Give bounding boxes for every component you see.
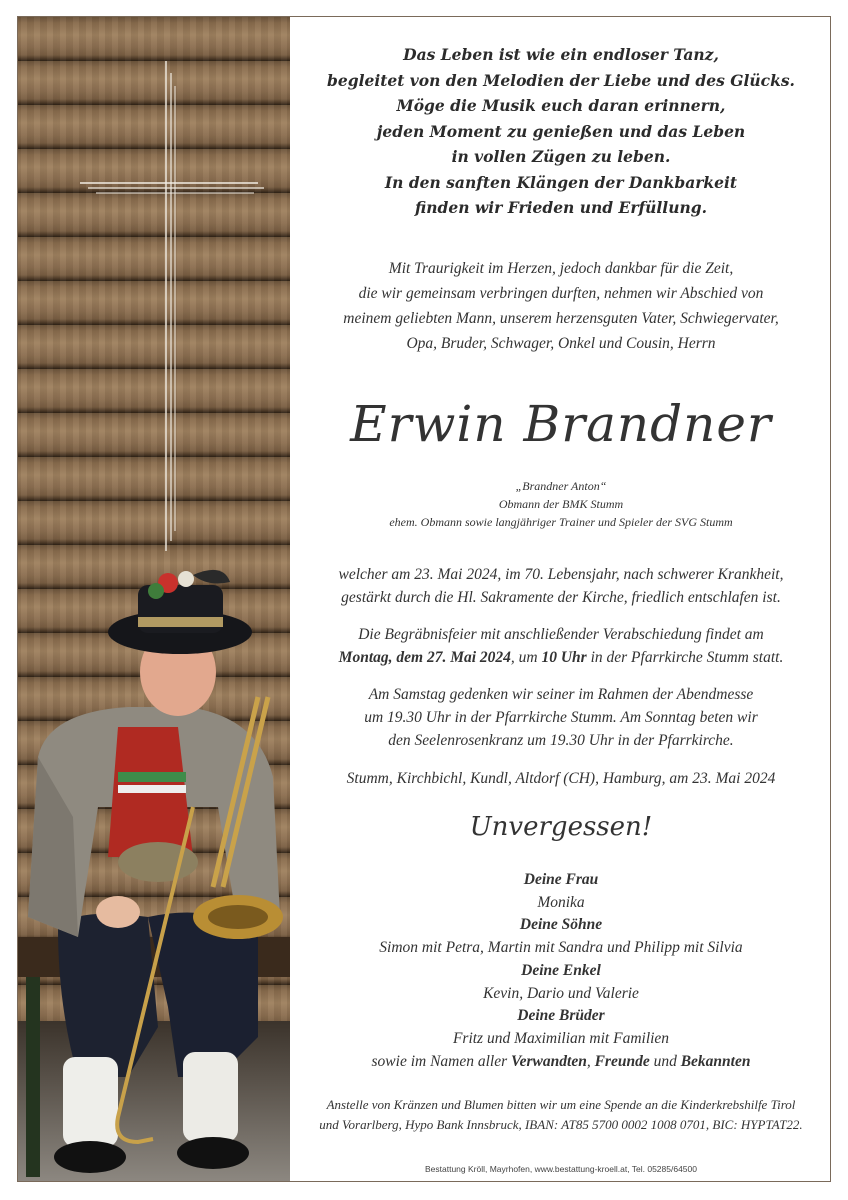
intro-line: die wir gemeinsam verbringen durften, nehmen wir Abschied von [358, 285, 764, 302]
donation-line: Anstelle von Kränzen und Blumen bitten wir um eine Spende an die Kinderkrebshilfe Tirol [326, 1097, 796, 1112]
deceased-name: Erwin Brandner [350, 395, 772, 453]
poem-line: in vollen Zügen zu leben. [451, 147, 671, 166]
family-list [292, 869, 830, 1073]
intro-line: Mit Traurigkeit im Herzen, jedoch dankbar für die Zeit, [388, 260, 734, 277]
mass-line: den Seelenrosenkranz um 19.30 Uhr in der Pfarrkirche. [388, 732, 734, 749]
intro-line: meinem geliebten Mann, unserem herzensguten Vater, Schwiegervater, [343, 310, 779, 327]
sons-names: Simon mit Petra, Martin mit Sandra und Philipp mit Silvia [379, 939, 743, 957]
grandchildren-heading: Deine Enkel [521, 961, 601, 979]
cross-icon [78, 61, 268, 551]
intro-line: Opa, Bruder, Schwager, Onkel und Cousin, Herrn [406, 335, 716, 352]
funeral-end: in der Pfarrkirche Stumm statt. [586, 649, 784, 666]
funeral-time: 10 Uhr [541, 649, 587, 666]
donation-note [292, 1095, 830, 1135]
poem [292, 42, 830, 221]
undertaker-footer: Bestattung Kröll, Mayrhofen, www.bestattung-kroell.at, Tel. 05285/64500 [424, 1164, 697, 1174]
poem-line: In den sanften Klängen der Dankbarkeit [384, 172, 738, 192]
brothers-names: Fritz und Maximilian mit Familien [452, 1029, 670, 1047]
funeral-mid: , um [510, 649, 542, 666]
wife-name: Monika [537, 893, 585, 911]
nickname: „Brandner Anton“ [515, 479, 607, 493]
poem-line: Das Leben ist wie ein endloser Tanz, [403, 45, 719, 64]
place-date: Stumm, Kirchbichl, Kundl, Altdorf (CH), Hamburg, am 23. Mai 2024 [346, 770, 776, 787]
funeral-line: Die Begräbnisfeier mit anschließender Verabschiedung findet am [358, 626, 764, 643]
grandchildren-names: Kevin, Dario und Valerie [483, 984, 639, 1002]
closing-sep: und [649, 1052, 681, 1070]
donation-line: und Vorarlberg, Hypo Bank Innsbruck, IBAN: AT85 5700 0002 1008 0701, BIC: HYPTAT22. [319, 1117, 803, 1132]
death-notice-line: gestärkt durch die Hl. Sakramente der Kirche, friedlich entschlafen ist. [341, 589, 781, 606]
title-line: ehem. Obmann sowie langjähriger Trainer und Spieler der SVG Stumm [389, 515, 733, 529]
poem-line: Möge die Musik euch daran erinnern, [396, 96, 726, 115]
closing-friends: Freunde [594, 1052, 650, 1070]
brothers-heading: Deine Brüder [517, 1007, 605, 1025]
unvergessen-heading: Unvergessen! [469, 812, 653, 842]
funeral-day: Montag, dem 27. Mai 2024 [338, 649, 511, 666]
closing-acquaintances: Bekannten [680, 1052, 751, 1070]
closing-pre: sowie im Namen aller [371, 1052, 512, 1070]
memorial-photo [18, 17, 290, 1181]
poem-line: jeden Moment zu genießen und das Leben [376, 121, 746, 141]
death-notice [292, 563, 830, 609]
musician-figure [18, 557, 290, 1181]
mass-info [292, 683, 830, 752]
mass-line: um 19.30 Uhr in der Pfarrkirche Stumm. Am Sonntag beten wir [364, 709, 758, 726]
closing-sep: , [586, 1052, 595, 1070]
funeral-info [292, 623, 830, 669]
closing-line [292, 1051, 830, 1074]
funeral-date-line [292, 646, 830, 669]
poem-line: begleitet von den Melodien der Liebe und des Glücks. [327, 70, 795, 90]
title-line: Obmann der BMK Stumm [498, 497, 624, 511]
mass-line: Am Samstag gedenken wir seiner im Rahmen der Abendmesse [368, 686, 754, 703]
poem-line: finden wir Frieden und Erfüllung. [415, 198, 707, 217]
closing-relatives: Verwandten [511, 1052, 587, 1070]
death-notice-line: welcher am 23. Mai 2024, im 70. Lebensjahr, nach schwerer Krankheit, [338, 566, 784, 583]
sons-heading: Deine Söhne [519, 916, 603, 934]
wife-heading: Deine Frau [523, 871, 599, 888]
deceased-titles [292, 477, 830, 531]
intro-text [292, 256, 830, 356]
